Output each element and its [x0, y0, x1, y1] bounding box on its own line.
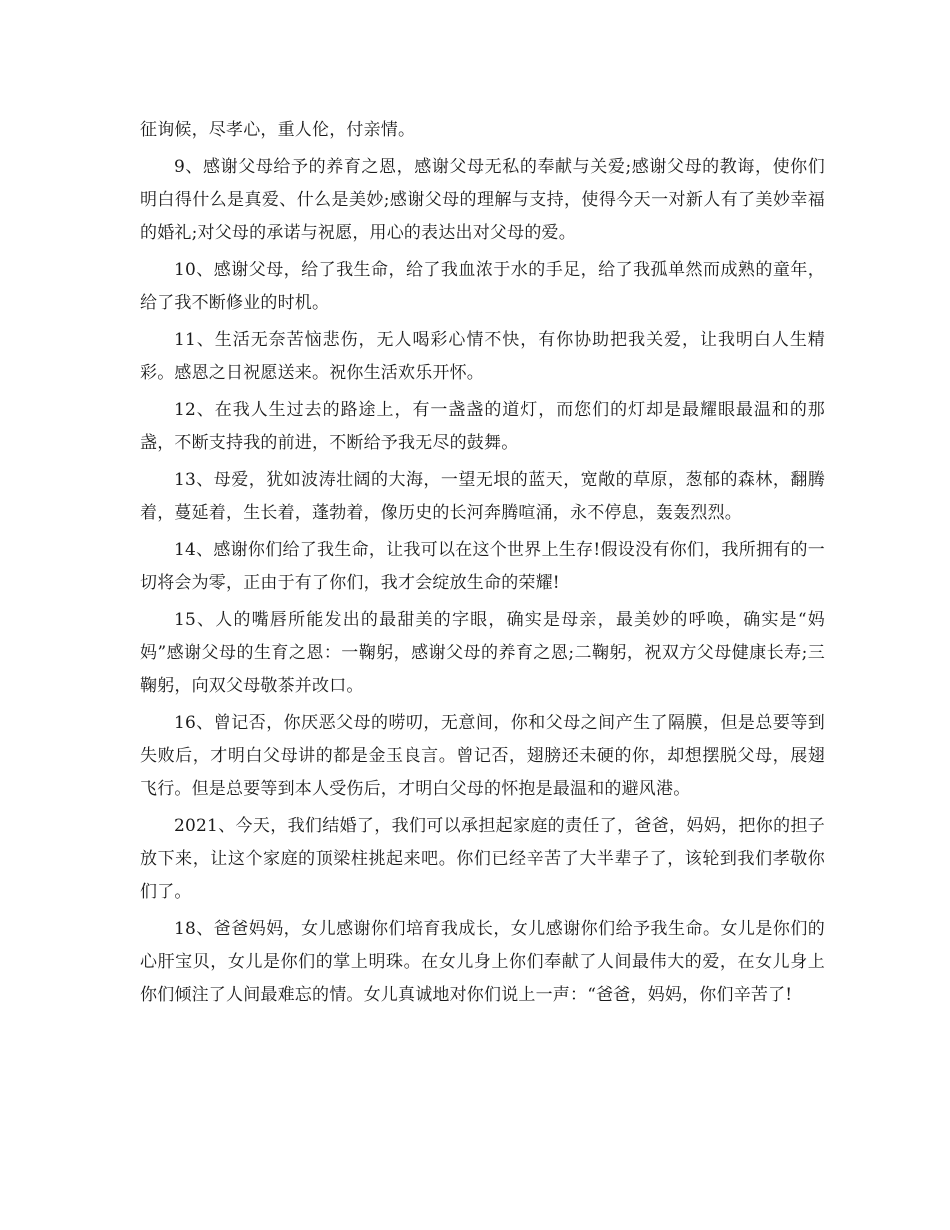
paragraph-14: 14、感谢你们给了我生命，让我可以在这个世界上生存!假设没有你们，我所拥有的一切将会为零，正由于有了你们，我才会绽放生命的荣耀!: [140, 540, 825, 593]
paragraph-13: 13、母爱，犹如波涛壮阔的大海，一望无垠的蓝天，宽敞的草原，葱郁的森林，翻腾着，蔓延着，生长着，蓬勃着，像历史的长河奔腾喧涌，永不停息，轰轰烈烈。: [140, 470, 825, 523]
paragraph-16: 16、曾记否，你厌恶父母的唠叨，无意间，你和父母之间产生了隔膜，但是总要等到失败后，才明白父母讲的都是金玉良言。曾记否，翅膀还未硬的你，却想摆脱父母，展翅飞行。但是总要等到本人受伤后，才明白父母的怀抱是最温和的避风港。: [140, 713, 825, 799]
paragraph-9: 9、感谢父母给予的养育之恩，感谢父母无私的奉献与关爱;感谢父母的教诲，使你们明白得什么是真爱、什么是美妙;感谢父母的理解与支持，使得今天一对新人有了美妙幸福的婚礼;对父母的承诺与祝愿，用心的表达出对父母的爱。: [140, 157, 825, 243]
paragraph-2021: 2021、今天，我们结婚了，我们可以承担起家庭的责任了，爸爸，妈妈，把你的担子放下来，让这个家庭的顶梁柱挑起来吧。你们已经辛苦了大半辈子了，该轮到我们孝敬你们了。: [140, 816, 825, 902]
paragraph-11: 11、生活无奈苦恼悲伤，无人喝彩心情不快，有你协助把我关爱，让我明白人生精彩。感恩之日祝愿送来。祝你生活欢乐开怀。: [140, 330, 825, 383]
paragraph-18: 18、爸爸妈妈，女儿感谢你们培育我成长，女儿感谢你们给予我生命。女儿是你们的心肝宝贝，女儿是你们的掌上明珠。在女儿身上你们奉献了人间最伟大的爱，在女儿身上你们倾注了人间最难忘的情。女儿真诚地对你们说上一声：“爸爸，妈妈，你们辛苦了!: [140, 919, 825, 1005]
document-body: [140, 114, 825, 1016]
paragraph-continued: 征询候，尽孝心，重人伦，付亲情。: [140, 120, 416, 140]
paragraph-12: 12、在我人生过去的路途上，有一盏盏的道灯，而您们的灯却是最耀眼最温和的那盏，不断支持我的前进，不断给予我无尽的鼓舞。: [140, 400, 825, 453]
paragraph-15: 15、人的嘴唇所能发出的最甜美的字眼，确实是母亲，最美妙的呼唤，确实是“妈妈”感谢父母的生育之恩：一鞠躬，感谢父母的养育之恩;二鞠躬，祝双方父母健康长寿;三鞠躬，向双父母敬茶并改口。: [140, 610, 825, 696]
paragraph-10: 10、感谢父母，给了我生命，给了我血浓于水的手足，给了我孤单然而成熟的童年，给了我不断修业的时机。: [140, 260, 825, 313]
